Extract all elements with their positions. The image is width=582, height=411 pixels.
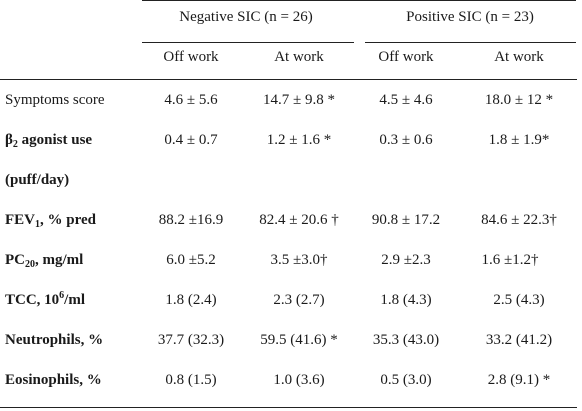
cell-eosinophils-negative-off: 0.8 (1.5) [165,372,217,388]
row-label-symptoms-score: Symptoms score [5,92,105,108]
column-header-at-work-negative: At work [274,49,324,65]
row-label-beta2-agonist-use: $\beta_2$ agonist use [5,132,93,150]
cell-tcc-positive-off: 1.8 (4.3) [380,292,432,308]
cell-neutrophils-positive-off: 35.3 (43.0) [372,332,440,348]
cell-tcc-positive-at: 2.5 (4.3) [493,292,545,308]
group-header-positive: Positive SIC (n = 23) [406,9,534,25]
cell-beta2-negative-off: 0.4 ± 0.7 [164,132,218,148]
cell-neutrophils-negative-off: 37.7 (32.3) [157,332,225,348]
group-header-negative: Negative SIC (n = 26) [179,9,313,25]
cell-neutrophils-negative-at: 59.5 (41.6) * [260,332,338,348]
cell-pc20-positive-at: 1.6 ±1.2† [481,252,539,268]
row-label-eosinophils: Eosinophils, % [5,372,102,388]
cell-pc20-negative-at: 3.5 ±3.0† [270,252,328,268]
row-label-pc20: $PC_{20}$, mg/ml [5,252,84,270]
cell-beta2-positive-off: 0.3 ± 0.6 [379,132,433,148]
cell-symptoms-negative-at: 14.7 ± 9.8 * [263,92,335,108]
cell-eosinophils-positive-off: 0.5 (3.0) [380,372,432,388]
column-header-off-work-positive: Off work [378,49,434,65]
column-header-at-work-positive: At work [494,49,544,65]
positive-group-rule [365,42,576,43]
table-top-rule [142,0,576,1]
cell-neutrophils-positive-at: 33.2 (41.2) [485,332,553,348]
cell-symptoms-positive-off: 4.5 ± 4.6 [379,92,433,108]
cell-pc20-negative-off: 6.0 ±5.2 [166,252,216,268]
cell-symptoms-positive-at: 18.0 ± 12 * [484,92,554,108]
row-label-tcc: TCC, $10^6/ml$ [5,290,86,308]
cell-symptoms-negative-off: 4.6 ± 5.6 [164,92,218,108]
cell-pc20-positive-off: 2.9 ±2.3 [381,252,431,268]
cell-beta2-negative-at: 1.2 ± 1.6 * [266,132,332,148]
cell-beta2-positive-at: 1.8 ± 1.9* [488,132,550,148]
header-bottom-rule [0,79,577,80]
cell-tcc-negative-at: 2.3 (2.7) [273,292,325,308]
row-label-neutrophils: Neutrophils, % [5,332,104,348]
row-label-beta2-unit: (puff/day) [5,172,70,188]
cell-eosinophils-positive-at: 2.8 (9.1) * [487,372,551,388]
cell-tcc-negative-off: 1.8 (2.4) [165,292,217,308]
cell-fev1-positive-at: 84.6 ± 22.3† [481,212,557,228]
cell-fev1-negative-off: 88.2 ±16.9 [158,212,224,228]
table-bottom-rule [0,407,577,408]
cell-eosinophils-negative-at: 1.0 (3.6) [273,372,325,388]
cell-fev1-positive-off: 90.8 ± 17.2 [371,212,441,228]
negative-group-rule [142,42,354,43]
row-label-fev1: $FEV_1$, % pred [5,212,96,230]
cell-fev1-negative-at: 82.4 ± 20.6 † [259,212,339,228]
column-header-off-work-negative: Off work [163,49,219,65]
